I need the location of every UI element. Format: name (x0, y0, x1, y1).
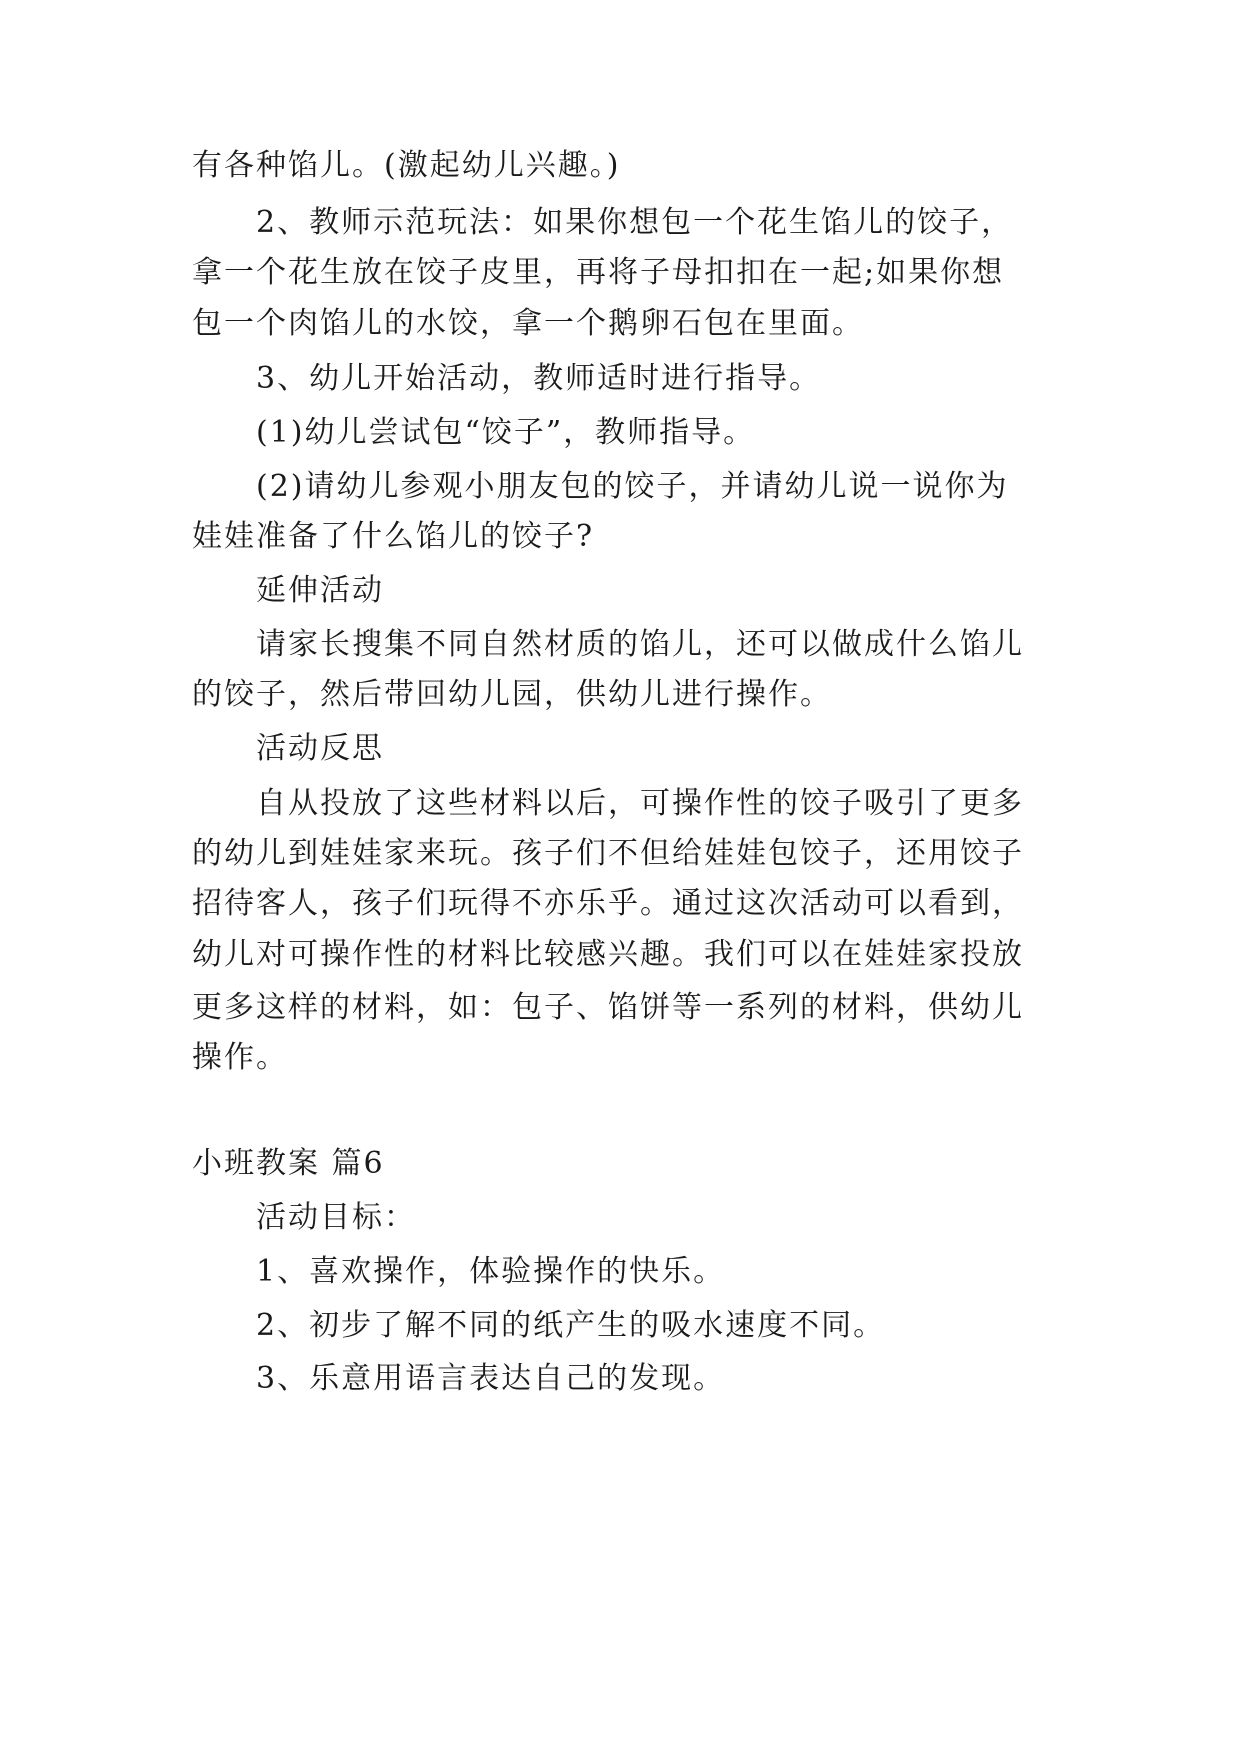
paragraph-line: 的饺子，然后带回幼儿园，供幼儿进行操作。 (192, 677, 832, 712)
section-heading: 活动反思 (256, 731, 384, 766)
list-item: 2、初步了解不同的纸产生的吸水速度不同。 (256, 1308, 886, 1343)
paragraph-line: 包一个肉馅儿的水饺，拿一个鹅卵石包在里面。 (192, 306, 864, 341)
paragraph-line: 幼儿对可操作性的材料比较感兴趣。我们可以在娃娃家投放 (192, 937, 1024, 972)
list-item: 1、喜欢操作，体验操作的快乐。 (256, 1254, 726, 1289)
paragraph-line: 操作。 (192, 1040, 288, 1075)
paragraph-line: (1)幼儿尝试包“饺子”，教师指导。 (256, 415, 756, 450)
paragraph-line: 有各种馅儿。(激起幼儿兴趣。) (192, 148, 621, 183)
paragraph-line: 的幼儿到娃娃家来玩。孩子们不但给娃娃包饺子，还用饺子 (192, 836, 1024, 871)
paragraph-line: 请家长搜集不同自然材质的馅儿，还可以做成什么馅儿 (256, 627, 1024, 662)
paragraph-line: 招待客人，孩子们玩得不亦乐乎。通过这次活动可以看到， (192, 886, 1024, 921)
paragraph-line: 自从投放了这些材料以后，可操作性的饺子吸引了更多 (256, 786, 1024, 821)
section-heading: 延伸活动 (256, 573, 384, 608)
paragraph-line: 3、幼儿开始活动，教师适时进行指导。 (256, 361, 822, 396)
paragraph-line: (2)请幼儿参观小朋友包的饺子，并请幼儿说一说你为 (256, 469, 1009, 504)
paragraph-line: 更多这样的材料，如：包子、馅饼等一系列的材料，供幼儿 (192, 990, 1024, 1025)
section-heading: 活动目标： (256, 1200, 416, 1235)
paragraph-line: 拿一个花生放在饺子皮里，再将子母扣扣在一起;如果你想 (192, 255, 1005, 290)
paragraph-line: 2、教师示范玩法：如果你想包一个花生馅儿的饺子， (256, 205, 1014, 240)
list-item: 3、乐意用语言表达自己的发现。 (256, 1361, 726, 1396)
paragraph-line: 娃娃准备了什么馅儿的饺子? (192, 519, 595, 554)
article-title: 小班教案 篇6 (192, 1146, 385, 1181)
